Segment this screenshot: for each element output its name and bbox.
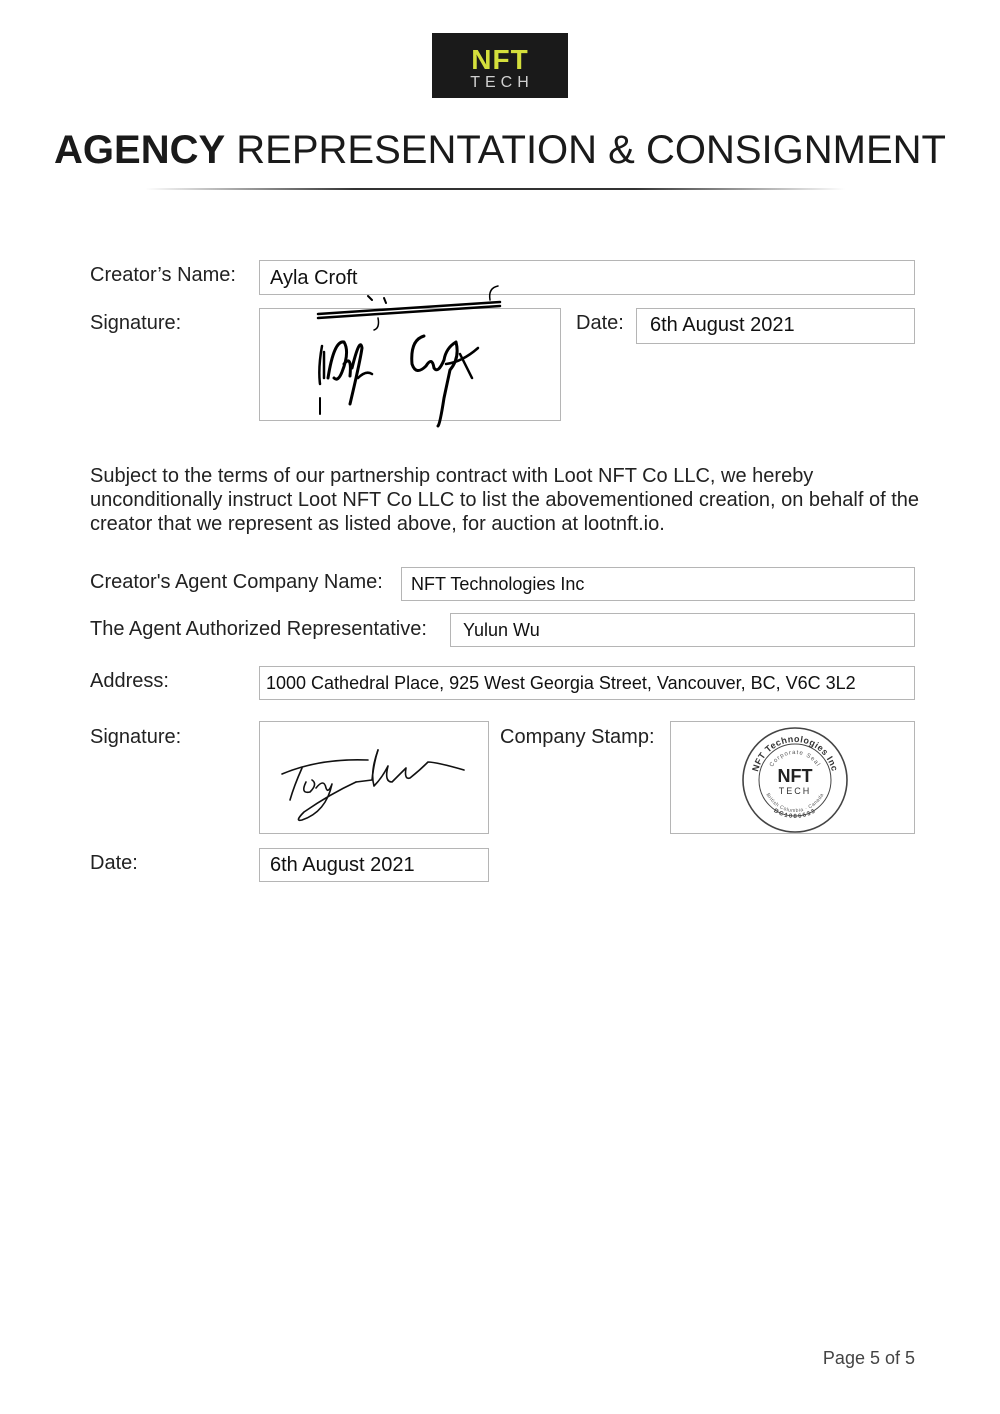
agent-address-label: Address: (90, 670, 169, 692)
instruction-paragraph: Subject to the terms of our partnership contract with Loot NFT Co LLC, we hereby unconditionally instruct Loot NFT Co LLC to list the abovementioned creation, on behalf of the creator that we represent as listed above, for auction at lootnft.io. (90, 465, 920, 535)
seal-center-nft: NFT (777, 766, 813, 786)
company-seal (671, 722, 914, 833)
agent-signature-label: Signature: (90, 726, 182, 748)
seal-top-arc-text: NFT Technologies Inc (750, 733, 840, 773)
logo-nft-text: NFT (471, 44, 529, 75)
agent-date-label: Date: (90, 852, 138, 874)
agent-address-value: 1000 Cathedral Place, 925 West Georgia Street, Vancouver, BC, V6C 3L2 (266, 673, 856, 693)
agent-signature-image (260, 722, 488, 833)
agent-company-label: Creator's Agent Company Name: (90, 571, 383, 593)
seal-center-tech: TECH (778, 786, 812, 796)
title-divider (145, 188, 845, 190)
seal-number-text: BC1086633 (772, 807, 818, 821)
page-title (0, 128, 1000, 173)
title-bold: AGENCY (54, 128, 226, 172)
agent-signature-box[interactable] (259, 721, 489, 834)
agent-company-value: NFT Technologies Inc (411, 574, 585, 594)
creator-name-label: Creator’s Name: (90, 264, 236, 286)
agent-address-field[interactable] (259, 666, 915, 700)
creator-date-label: Date: (576, 312, 624, 334)
company-logo (432, 33, 568, 98)
page-number: Page 5 of 5 (822, 1348, 915, 1368)
title-rest: REPRESENTATION & CONSIGNMENT (225, 128, 946, 172)
creator-name-value: Ayla Croft (270, 267, 358, 289)
agent-company-field[interactable] (401, 567, 915, 601)
agent-date-field[interactable] (259, 848, 489, 882)
agent-rep-label: The Agent Authorized Representative: (90, 618, 427, 640)
seal-bottom-arc-text: British Columbia · Canada (764, 792, 826, 815)
seal-inner-arc-text: Corporate Seal (769, 749, 822, 769)
logo-tech-text: TECH (470, 74, 534, 91)
creator-date-field[interactable] (636, 308, 915, 344)
creator-date-value: 6th August 2021 (650, 314, 795, 336)
company-stamp-box[interactable] (670, 721, 915, 834)
creator-signature-label: Signature: (90, 312, 182, 334)
agent-rep-field[interactable] (450, 613, 915, 647)
agent-date-value: 6th August 2021 (270, 854, 415, 876)
agent-rep-value: Yulun Wu (463, 620, 540, 640)
creator-signature-image (300, 278, 510, 430)
company-stamp-label: Company Stamp: (500, 726, 655, 748)
